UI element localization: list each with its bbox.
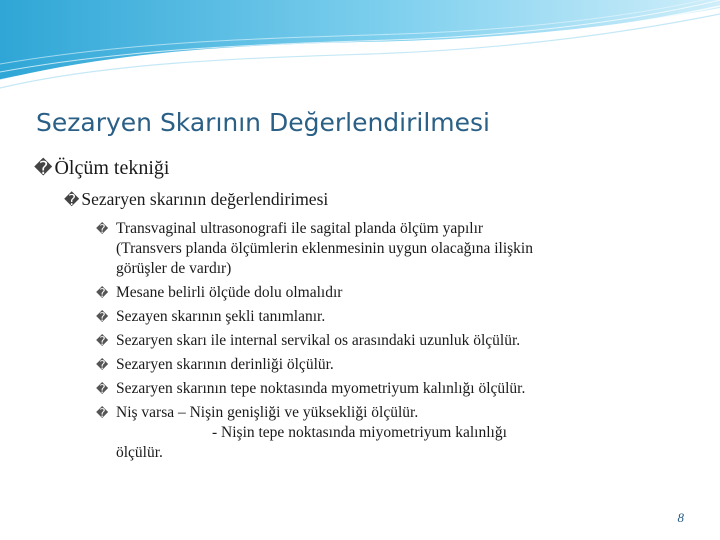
bullet-icon: � <box>96 406 109 420</box>
item-text-line: ölçülür. <box>116 444 163 461</box>
bullet-icon: � <box>96 222 109 236</box>
level1-text: Ölçüm tekniği <box>54 157 170 179</box>
item-text-line: (Transvers planda ölçümlerin eklenmesinin uygun olacağına ilişkin <box>116 240 533 257</box>
page-number: 8 <box>677 510 684 525</box>
list-item <box>96 283 696 303</box>
item-text-line: görüşler de vardır) <box>116 260 232 277</box>
list-item <box>96 219 696 279</box>
bullet-icon: � <box>96 334 109 348</box>
bullet-icon: � <box>96 358 109 372</box>
bullet-icon: � <box>96 382 109 396</box>
item-text-line: Sezaryen skarı ile internal servikal os arasındaki uzunluk ölçülür. <box>116 332 521 349</box>
item-text-line: Sezaryen skarının tepe noktasında myometriyum kalınlığı ölçülür. <box>116 380 526 397</box>
header-wave-decoration <box>0 0 720 90</box>
item-text-line: Mesane belirli ölçüde dolu olmalıdır <box>116 284 343 301</box>
bullet-list <box>96 219 696 467</box>
level2-text: Sezaryen skarının değerlendirimesi <box>81 189 329 209</box>
item-text-line: - Nişin tepe noktasında miyometriyum kalınlığı <box>212 424 507 441</box>
slide-title: Sezaryen Skarının Değerlendirilmesi <box>36 108 490 137</box>
list-item <box>96 331 696 351</box>
item-text-line: Sezayen skarının şekli tanımlanır. <box>116 308 326 325</box>
item-text-line: Sezaryen skarının derinliği ölçülür. <box>116 356 334 373</box>
level1-heading <box>34 157 169 180</box>
list-item <box>96 379 696 399</box>
bullet-icon: � <box>34 158 53 179</box>
level2-heading <box>64 189 328 210</box>
item-text-line: Transvaginal ultrasonografi ile sagital planda ölçüm yapılır <box>116 220 484 237</box>
list-item <box>96 403 696 463</box>
bullet-icon: � <box>96 310 109 324</box>
item-text-line: Niş varsa – Nişin genişliği ve yüksekliği ölçülür. <box>116 404 419 421</box>
bullet-icon: � <box>64 191 80 209</box>
list-item <box>96 355 696 375</box>
bullet-icon: � <box>96 286 109 300</box>
list-item <box>96 307 696 327</box>
